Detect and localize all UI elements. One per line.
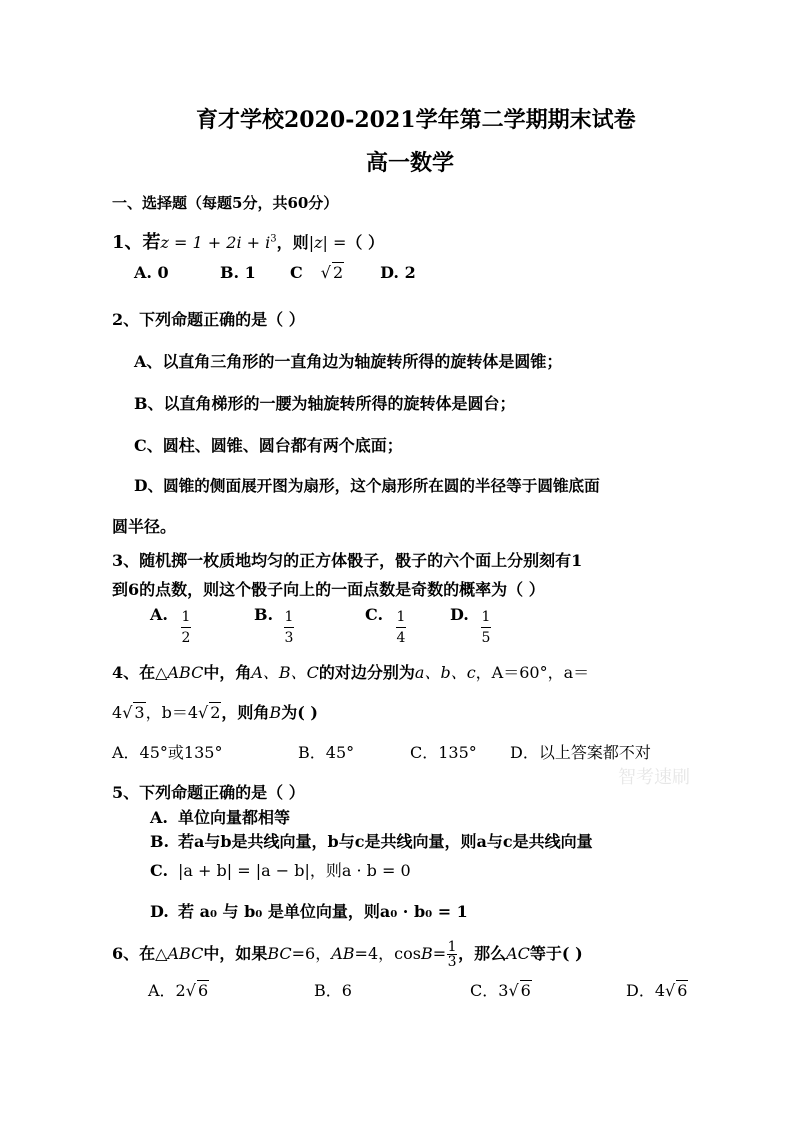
question-6-stem: 6、在△ABC中，如果BC=6，AB=4，cosB= $\frac{1}{3}$ ，那么AC等于( ) [112,939,583,970]
watermark: 智考速刷 [618,767,690,788]
question-4-options [112,740,651,763]
q2-option-a: A、以直角三角形的一直角边为轴旋转所得的旋转体是圆锥； [134,352,563,371]
q3-fraction-d: 1 5 [481,609,491,646]
q2-option-d-line1: D、圆锥的侧面展开图为扇形，这个扇形所在圆的半径等于圆锥底面 [134,476,600,495]
question-5-stem: 5、下列命题正确的是（ ） [112,783,305,802]
question-4-line1: 4、在△ABC中，角A、B、C的对边分别为a、b、c，A＝60°，a＝ [112,663,590,682]
subject-title: 高一数学 [366,150,455,176]
question-3-line2: 到6的点数，则这个骰子向上的一面点数是奇数的概率为（ ） [112,580,545,599]
q3-fraction-c: 1 4 [396,609,406,646]
q1-prefix: 1、若 [112,232,161,253]
q4-option-c: C．135° [410,743,477,762]
q3-option-a: A. [150,605,168,624]
q5-option-a: A. 单位向量都相等 [150,808,291,827]
q3-option-b: B. [254,605,274,624]
question-1-stem [112,228,384,254]
q1-option-a: A. 0 [134,263,169,282]
q1-abs: |z| = [308,233,347,252]
q6-option-b: B．6 [314,981,352,1000]
q3-option-d: D. [450,605,469,624]
question-1-options [134,262,416,282]
q1-exp: 3 [270,233,277,245]
q6-option-d: D．4√ 6 [626,981,688,1000]
q1-option-d: D. 2 [380,263,416,282]
q1-option-c-value: √ 2 [320,263,344,282]
q4-option-b: B．45° [298,743,355,762]
exam-title: 育才学校2020-2021学年第二学期期末试卷 [196,107,636,133]
q1-mid: ，则 [276,233,309,252]
q1-expr: z = 1 + 2i + i [160,233,271,252]
q5-option-c: C. |a + b| = |a − b|，则a · b = 0 [150,861,411,880]
q4-option-a: A．45°或135° [112,743,223,762]
q2-option-c: C、圆柱、圆锥、圆台都有两个底面； [134,436,403,455]
q3-fraction-b: 1 3 [284,609,294,646]
question-4-line2: 4√ 3，b＝4√ 2，则角B为( ) [112,703,318,722]
section-label: 一、选择题（每题5分，共60分） [112,194,339,212]
q2-option-b: B、以直角梯形的一腰为轴旋转所得的旋转体是圆台； [134,394,516,413]
q5-option-d: D. 若 a₀ 与 b₀ 是单位向量，则a₀ · b₀ = 1 [150,902,468,921]
q5-option-b: B. 若a与b是共线向量，b与c是共线向量，则a与c是共线向量 [150,832,593,851]
q6-option-a: A．2√ 6 [148,981,209,1000]
question-3-line1: 3、随机掷一枚质地均匀的正方体骰子，骰子的六个面上分别刻有1 [112,551,583,570]
question-6-options [148,978,688,1001]
q1-option-b: B. 1 [220,263,256,282]
q4-option-d: D．以上答案都不对 [510,743,651,762]
q3-fraction-a: 1 2 [181,609,191,646]
q1-paren: （ ） [346,233,384,252]
q3-option-c: C. [365,605,384,624]
question-2-stem: 2、下列命题正确的是（ ） [112,310,305,329]
q6-option-c: C．3√ 6 [470,981,531,1000]
q1-option-c-label: C [290,263,303,282]
q2-option-d-line2: 圆半径。 [112,517,177,536]
